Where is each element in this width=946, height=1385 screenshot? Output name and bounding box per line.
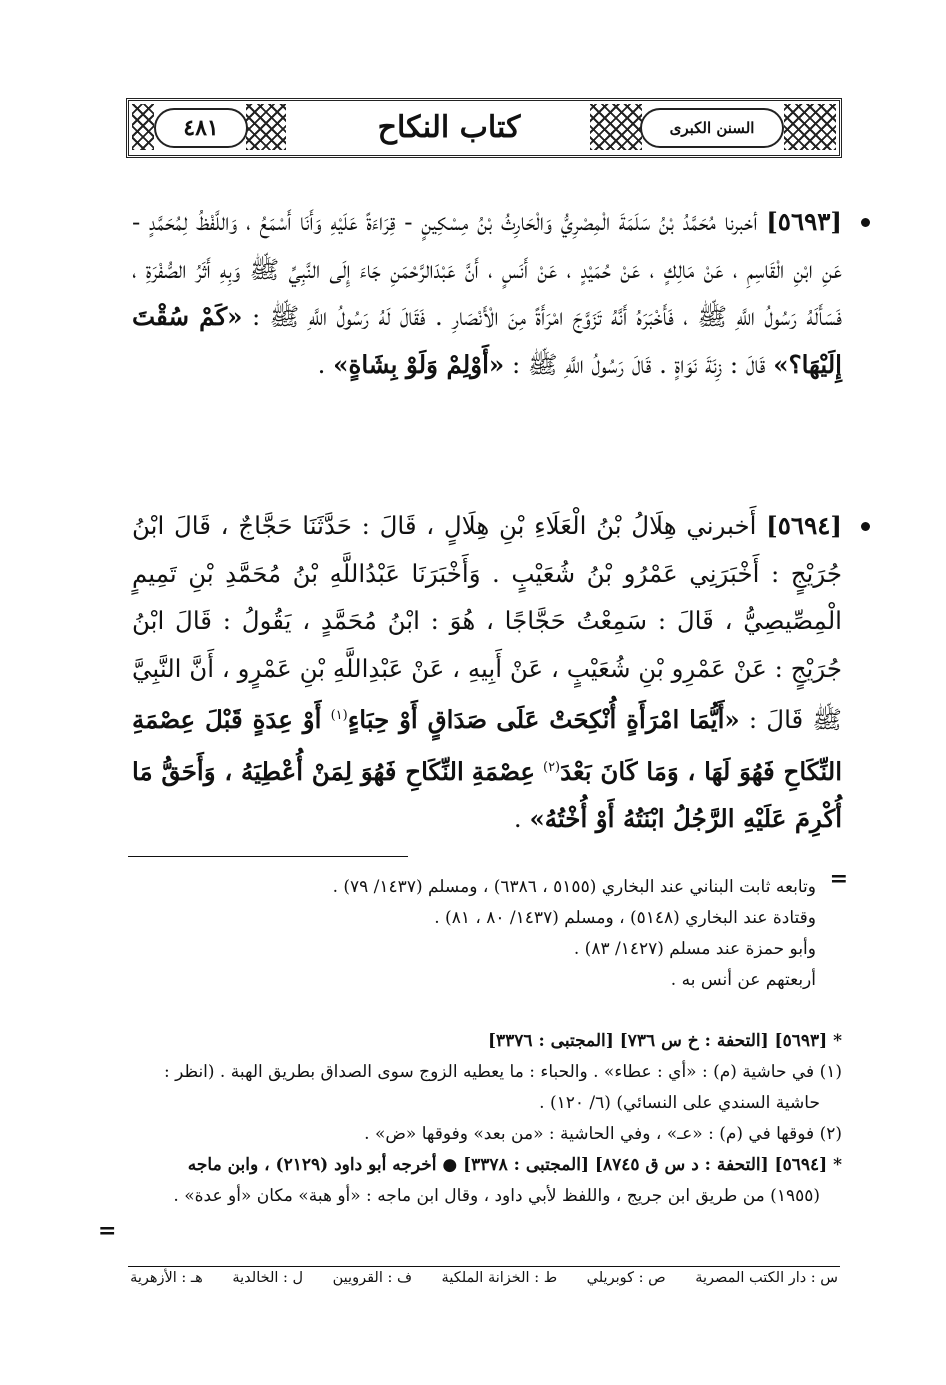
text-line: أَخْبَرَنِي عَمْرُو بْنُ شُعَيْبٍ . وَأَخْبَرَنَا عَبْدُاللَّهِ بْنُ مُحَمَّدِ بْنِ تَمِيمٍ الْمِصِّيصِيُّ ، قَالَ :: [132, 558, 842, 635]
hadith-5693: [132, 198, 842, 388]
text-line: ﷺ ، فَأَخْبَرَهُ أَنَّهُ تَزَوَّجَ امْرَأَةً مِنَ الْأَنْصَارِ . فَقَالَ لَهُ رَسُولُ اللَّهِ ﷺ :: [251, 302, 728, 331]
prophetic-speech: إِلَيْهَا؟»: [773, 349, 842, 379]
reference-5694-cont: (١٩٥٥) من طريق ابن جريج ، واللفظ لأبي داود ، وقال ابن ماجه : «أو هبة» مكان «أو عدة» .: [173, 1186, 820, 1206]
bullet-icon: [861, 522, 870, 531]
bottom-separator: [128, 1266, 840, 1267]
prophetic-speech: «أَيُّمَا امْرَأَةٍ أُنْكِحَتْ عَلَى: [496, 705, 740, 735]
abbreviation: ص : كوبريلي: [586, 1270, 666, 1286]
continuation-marker: =: [829, 866, 848, 892]
text-line: قَالَ : زِنَةَ نَوَاةٍ . قَالَ رَسُولُ اللَّهِ ﷺ :: [512, 349, 766, 379]
abbreviation: هـ : الأزهرية: [130, 1270, 203, 1286]
page-number: ٤٨١: [154, 108, 248, 148]
footnote-separator: [128, 856, 408, 857]
ornament-right: [784, 104, 836, 150]
footnote-continuation: [130, 872, 842, 996]
ornament-left-inner: [246, 104, 286, 150]
ornament-right-inner: [590, 104, 642, 150]
text-line: .: [513, 804, 522, 834]
text-line: سَمِعْتُ حَجَّاجًا ، هُوَ : ابْنُ مُحَمَّدٍ ، يَقُولُ : قَالَ ابْنُ جُرَيْجٍ : عَنْ عَمْرِو بْنِ شُعَيْبٍ ،: [132, 606, 842, 683]
chapter-title: كتاب النكاح: [377, 109, 521, 145]
prophetic-speech: النِّكَاحِ فَهُوَ لِمَنْ أُعْطِيَهُ ، وَأَحَقُّ مَا أُكْرِمَ عَلَيْهِ الرَّجُلُ ابْنَتُهُ أَوْ أُخْتُهُ»: [132, 756, 842, 834]
reference-5694: * [٥٦٩٤] [التحفة : د س ق ٨٧٤٥] [المجتبى : ٣٣٧٨] ● أخرجه أبو داود (٢١٢٩) ، وابن ماجه: [187, 1155, 842, 1175]
continuation-marker-end: =: [98, 1218, 117, 1244]
page-header: [126, 98, 842, 158]
reference-5693: * [٥٦٩٣] [التحفة : خ س ٧٣٦] [المجتبى : ٣٣٧٦]: [487, 1031, 842, 1051]
book-name-badge: السنن الكبرى: [640, 108, 784, 148]
prophetic-speech: أَوْ عِدَةٍ قَبْلَ عِصْمَةِ النِّكَاحِ فَهُوَ لَهَا ، وَمَا كَانَ بَعْدَ: [132, 705, 842, 786]
hadith-number: [٥٦٩٣]: [766, 207, 843, 236]
ornament-left: [132, 104, 154, 150]
text-line: أَخبرني هِلَالُ بْنُ الْعَلَاءِ بْنِ هِلَالٍ ، قَالَ : حَدَّثَنَا حَجَّاجٌ ، قَالَ ابْنُ جُرَيْجٍ :: [132, 511, 843, 588]
prophetic-speech: «كَمْ سُقْتَ: [132, 302, 243, 331]
footnote-line: وتابعه ثابت البناني عند البخاري (٥١٥٥ ، ٦٣٨٦) ، ومسلم (١٤٣٧/ ٧٩) .: [332, 877, 816, 897]
footnote-1: (١) في حاشية (م) : «أي : عطاء» . والحباء : ما يعطيه الزوج سوى الصداق بطريق الهبة . (انظر :: [163, 1062, 842, 1082]
abbreviation: ط : الخزانة الملكية: [441, 1270, 558, 1286]
text-line: أخبرنا مُحَمَّدُ بْنُ سَلَمَةَ الْمِصْرِيُّ وَالْحَارِثُ بْنُ مِسْكِينٍ - قِرَاءَةً عَلَيْهِ: [330, 207, 758, 236]
footnote-references: [130, 1026, 842, 1212]
abbreviation: ف : القرويين: [332, 1270, 412, 1286]
footnote-1-cont: حاشية السندي على النسائي) (٦/ ١٢٠) .: [539, 1093, 820, 1113]
text-line: .: [317, 349, 326, 379]
text-line: عَنْ أَبِيهِ ، عَنْ عَبْدِاللَّهِ بْنِ عَمْرٍو ، أَنَّ النَّبِيَّ ﷺ قَالَ :: [132, 653, 842, 735]
abbreviation: ل : الخالدية: [232, 1270, 304, 1286]
bullet-icon: [861, 218, 870, 227]
hadith-number: [٥٦٩٤]: [766, 511, 842, 540]
hadith-5694: [132, 502, 842, 843]
abbreviation: س : دار الكتب المصرية: [695, 1270, 838, 1286]
footnote-marker: (٢): [542, 759, 561, 775]
prophetic-speech: صَدَاقٍ أَوْ حِبَاءٍ: [347, 705, 488, 735]
text-line: أَنَسٍ ، أَنَّ عَبْدَالرَّحْمَنِ جَاءَ إِلَى النَّبِيِّ ﷺ وَبِهِ أَثَرُ الصُّفْرَةِ ، فَسَأَلَهُ رَسُولُ اللَّهِ: [132, 254, 842, 331]
footnote-2: (٢) فوقها في (م) : «عـ» ، وفي الحاشية : «من بعد» وفوقها «ض» .: [364, 1124, 842, 1144]
footnote-line: وقتادة عند البخاري (٥١٤٨) ، ومسلم (١٤٣٧/ ٨٠ ، ٨١) .: [434, 908, 816, 928]
prophetic-speech: عِصْمَةِ: [471, 756, 535, 786]
manuscript-abbreviations: [130, 1270, 838, 1286]
footnote-line: وأبو حمزة عند مسلم (١٤٢٧/ ٨٣) .: [573, 939, 816, 959]
prophetic-speech: «أَوْلِمْ وَلَوْ بِشَاةٍ»: [333, 349, 505, 379]
footnote-line: أربعتهم عن أنس به .: [670, 970, 816, 990]
text-line: وَأَنَا أَسْمَعُ ، وَاللَّفْظُ لِمُحَمَّدٍ - عَنِ ابْنِ الْقَاسِمِ ، عَنْ مَالِكٍ ، عَنْ حُمَيْدٍ ، عَنْ: [132, 207, 842, 284]
footnote-marker: (١): [330, 708, 348, 723]
